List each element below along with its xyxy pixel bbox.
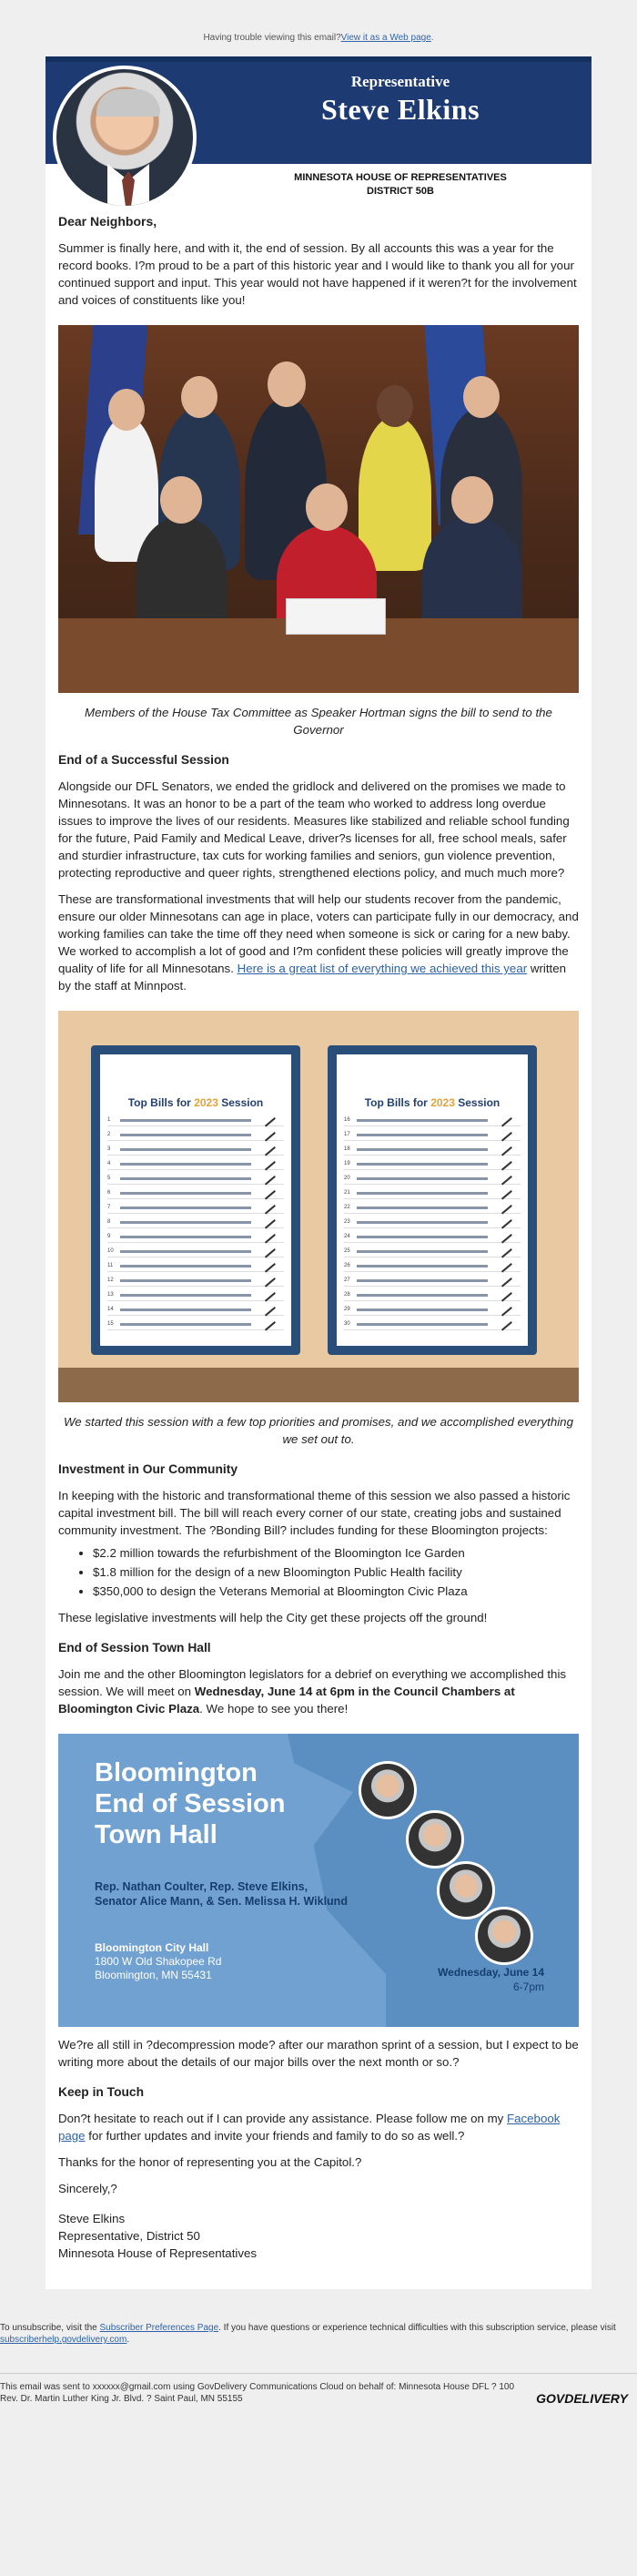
title-line-2: Steve Elkins <box>320 93 480 126</box>
govdelivery-logo[interactable]: GOVDELIVERY <box>536 2391 628 2406</box>
unsubscribe-text: To unsubscribe, visit the Subscriber Preferences Page. If you have questions or experience technical difficulties with this subscription service, please visit subscriberhelp.govdelivery.com. <box>0 2323 616 2345</box>
subscriber-help-link[interactable]: subscriberhelp.govdelivery.com <box>0 2335 127 2345</box>
signature-block <box>58 2210 579 2262</box>
session-paragraph-1: Alongside our DFL Senators, we ended the gridlock and delivered on the promises we made to Minnesotans. It was an honor to be a part of the team who worked to address long overdue issues to improve the lives of our residents. Measures like stabilized and reliable school funding for the future, Paid Family and Medical Leave, driver?s licenses for all, free school meals, safer and sturdier infrastructure, tax cuts for working families and seniors, gun violence prevention, protecting reproductive and queer rights, strengthened elections policy, and much much more? <box>58 779 570 880</box>
flyer-title: Bloomington End of Session Town Hall <box>95 1758 286 1849</box>
newsletter-body <box>46 213 592 2289</box>
keep-in-touch-paragraph: Don?t hesitate to reach out if I can provide any assistance. Please follow me on my Facebook page for further updates and invite your friends and family to do so as well.? <box>58 2112 561 2143</box>
list-item: • $350,000 to design the Veterans Memorial at Bloomington Civic Plaza <box>93 1583 579 1600</box>
town-hall-heading: End of Session Town Hall <box>58 1641 211 1655</box>
bills-board-left: Top Bills for 2023 Session 1 2 3 4 5 6 7 8 9 10 11 12 13 14 15 <box>91 1045 300 1355</box>
tax-committee-photo <box>58 325 579 693</box>
flyer-location: Bloomington City Hall 1800 W Old Shakopee Rd Bloomington, MN 55431 <box>95 1941 222 1981</box>
signature-name: Steve Elkins <box>58 2212 126 2225</box>
photo1-caption: Members of the House Tax Committee as Speaker Hortman signs the bill to send to the Governor <box>85 706 552 737</box>
sent-info: This email was sent to xxxxxx@gmail.com using GovDelivery Communications Cloud on behalf of: Minnesota House DFL ? 100 Rev. Dr. Martin Luther King Jr. Blvd. ? Saint Paul, MN 55155 <box>0 2382 515 2404</box>
closing-line: Sincerely,? <box>58 2182 117 2195</box>
flyer-date: Wednesday, June 14 6-7pm <box>438 1966 544 1993</box>
trouble-text: Having trouble viewing this email? <box>203 33 341 43</box>
email-footer <box>0 2289 637 2414</box>
subscriber-preferences-link[interactable]: Subscriber Preferences Page <box>99 2323 219 2333</box>
representative-portrait <box>53 66 197 209</box>
town-hall-flyer <box>58 1734 579 2027</box>
title-line-1: Representative <box>350 73 450 90</box>
subtitle-line-1: MINNESOTA HOUSE OF REPRESENTATIVES <box>294 172 507 183</box>
keep-in-touch-heading: Keep in Touch <box>58 2085 145 2099</box>
signature-org: Minnesota House of Representatives <box>58 2246 258 2260</box>
bonding-projects-list <box>93 1544 579 1600</box>
header-title <box>250 73 551 127</box>
achievements-link[interactable]: Here is a great list of everything we achieved this year <box>237 962 528 975</box>
facebook-link[interactable]: Facebook page <box>58 2112 561 2143</box>
list-item: • $2.2 million towards the refurbishment of the Bloomington Ice Garden <box>93 1544 579 1562</box>
legislator-photo <box>437 1861 495 1919</box>
web-page-link[interactable]: View it as a Web page <box>340 33 431 43</box>
session-heading: End of a Successful Session <box>58 753 229 767</box>
legislator-photo <box>406 1810 464 1868</box>
header-banner <box>46 56 592 206</box>
board-right-title: Top Bills for 2023 Session <box>364 1096 500 1109</box>
top-bills-boards-photo <box>58 1011 579 1402</box>
email-card <box>46 56 592 2289</box>
investment-paragraph-2: These legislative investments will help the City get these projects off the ground! <box>58 1611 488 1624</box>
legislator-photo <box>359 1761 417 1819</box>
signature-title: Representative, District 50 <box>58 2229 200 2243</box>
subtitle-line-2: DISTRICT 50B <box>367 186 434 197</box>
session-paragraph-2: These are transformational investments that will help our students recover from the pandemic, ensure our older Minnesotans can age in place, voters can participate fully in our democracy, and working families can take the time off they need when someone is sick or caring for a new baby. We worked to accomplish a lot of good and I?m confident these policies will greatly improve the quality of life for all Minnesotans. Here is a great list of everything we achieved this year written by the staff at Minnpost. <box>58 892 579 993</box>
investment-paragraph-1: In keeping with the historic and transformational theme of this session we also passed a historic capital investment bill. The bill will reach every corner of our state, creating jobs and sustained community investment. The ?Bonding Bill? includes funding for these Bloomington projects: <box>58 1489 571 1537</box>
greeting: Dear Neighbors, <box>58 214 157 229</box>
board-left-title: Top Bills for 2023 Session <box>127 1096 264 1109</box>
flyer-legislators: Rep. Nathan Coulter, Rep. Steve Elkins, Senator Alice Mann, & Sen. Melissa H. Wiklund <box>95 1880 348 1908</box>
header-subtitle <box>250 171 551 199</box>
bills-board-right: Top Bills for 2023 Session 16 17 18 19 20 21 22 23 24 25 26 27 28 29 30 <box>328 1045 537 1355</box>
intro-paragraph: Summer is finally here, and with it, the end of session. By all accounts this was a year for the record books. I?m proud to be a part of this historic year and I would like to thank you all for your continued support and input. This year would not have happened if it weren?t for the involvement and voices of constituents like you! <box>58 241 577 307</box>
town-hall-paragraph: Join me and the other Bloomington legislators for a debrief on everything we accomplished this session. We will meet on Wednesday, June 14 at 6pm in the Council Chambers at Bloomington Civic Plaza. We hope to see you there! <box>58 1667 567 1716</box>
legislator-photo <box>475 1907 533 1965</box>
photo2-caption: We started this session with a few top priorities and promises, and we accomplished everything we set out to. <box>64 1415 573 1446</box>
decompression-paragraph: We?re all still in ?decompression mode? after our marathon sprint of a session, but I expect to be writing more about the details of our major bills over the next month or so.? <box>58 2038 579 2069</box>
thanks-line: Thanks for the honor of representing you at the Capitol.? <box>58 2155 362 2169</box>
list-item: • $1.8 million for the design of a new Bloomington Public Health facility <box>93 1563 579 1581</box>
view-online-bar: Having trouble viewing this email? View it as a Web page . <box>203 33 434 43</box>
investment-heading: Investment in Our Community <box>58 1462 238 1476</box>
